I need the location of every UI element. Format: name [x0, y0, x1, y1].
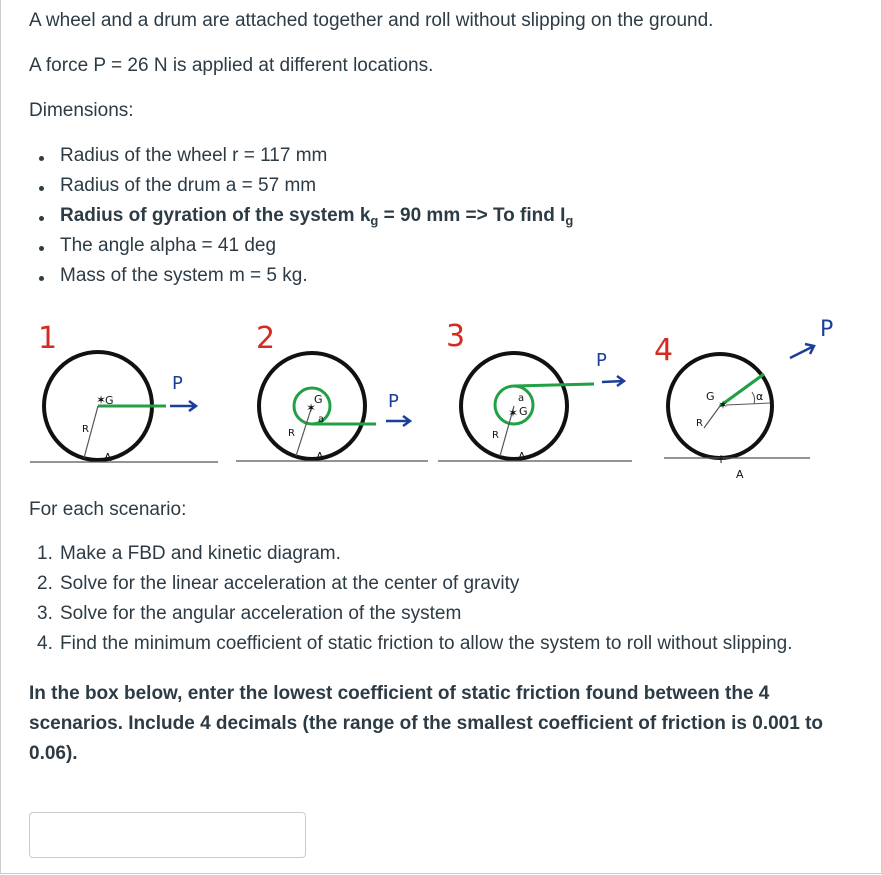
- scenario-2-force-label: P: [388, 391, 399, 412]
- intro-line-2: A force P = 26 N is applied at different locations.: [29, 55, 434, 76]
- dimension-item-gyration: [29, 204, 573, 234]
- step-text: Solve for the angular acceleration of the system: [60, 603, 462, 624]
- scenario-4-force-arrow: [790, 344, 814, 358]
- scenario-4-contact-mark: +: [716, 452, 727, 466]
- scenario-2-diagram: [236, 321, 428, 463]
- scenario-2-force-arrow: [386, 416, 410, 426]
- scenario-3-rope: [514, 384, 594, 386]
- steps-list: [37, 542, 793, 662]
- scenario-1-radius-label: R: [82, 424, 89, 435]
- scenario-3-force-label: P: [596, 350, 607, 371]
- scenarios-figure: [0, 300, 882, 490]
- scenario-2-number: 2: [256, 321, 276, 356]
- scenario-2-contact-label: A: [316, 450, 324, 463]
- step-item: [37, 572, 793, 602]
- step-text: Make a FBD and kinetic diagram.: [60, 543, 341, 564]
- scenario-3-number: 3: [446, 319, 466, 354]
- scenario-2-drum-label: a: [318, 414, 325, 425]
- gyration-text: Radius of gyration of the system k: [60, 205, 371, 226]
- scenario-1-center-label: G: [105, 394, 114, 407]
- scenario-3-center-mark: ✶: [508, 406, 519, 420]
- scenario-3-center-label: G: [519, 405, 528, 418]
- scenario-4-angle-arc: [752, 392, 755, 404]
- scenario-1-diagram: [30, 321, 218, 464]
- gyration-subscript: g: [370, 213, 379, 228]
- scenario-4-center-mark: ✶: [718, 398, 729, 412]
- step-number: 2.: [37, 573, 53, 594]
- scenario-2-center-mark: ✶: [306, 401, 317, 415]
- scenario-4-radius-label: R: [696, 418, 703, 429]
- scenario-4-number: 4: [654, 333, 674, 368]
- scenario-heading: For each scenario:: [29, 499, 187, 520]
- step-text: Solve for the linear acceleration at the center of gravity: [60, 573, 520, 594]
- step-number: 3.: [37, 603, 53, 624]
- inertia-subscript: g: [565, 213, 574, 228]
- answer-input[interactable]: [29, 812, 306, 858]
- step-item: [37, 542, 793, 572]
- scenario-3-radius-label: R: [492, 430, 499, 441]
- scenario-4-center-label: G: [706, 390, 715, 403]
- scenario-2-radius-label: R: [288, 428, 295, 439]
- scenario-3-contact-label: A: [518, 450, 526, 463]
- scenario-4-contact-label: A: [736, 468, 744, 481]
- intro-line-1: A wheel and a drum are attached together and roll without slipping on the ground.: [29, 10, 714, 31]
- step-item: [37, 602, 793, 632]
- scenario-3-force-arrow: [602, 376, 624, 386]
- step-number: 1.: [37, 543, 53, 564]
- scenario-3-drum-label: a: [518, 393, 525, 404]
- dimension-item: Mass of the system m = 5 kg.: [29, 264, 573, 294]
- scenario-1-force-arrow: [170, 401, 196, 411]
- scenario-1-number: 1: [38, 321, 58, 356]
- answer-instruction: In the box below, enter the lowest coefficient of static friction found between the 4 scenarios. Include 4 decimals (the range of the smallest coefficient of friction is 0.001 to 0.06).: [29, 683, 824, 764]
- scenario-4-angle-label: α: [756, 390, 764, 403]
- dimension-item: Radius of the drum a = 57 mm: [29, 174, 573, 204]
- step-item: [37, 632, 793, 662]
- scenario-4-diagram: [654, 317, 833, 481]
- scenario-3-diagram: [438, 319, 632, 463]
- dimension-item: Radius of the wheel r = 117 mm: [29, 144, 573, 174]
- gyration-text-2: = 90 mm => To find I: [378, 205, 566, 226]
- scenario-4-reference-line: [726, 403, 770, 405]
- step-text: Find the minimum coefficient of static friction to allow the system to roll without slipping.: [60, 633, 793, 654]
- dimensions-list: [29, 144, 573, 294]
- scenario-1-contact-label: A: [104, 451, 112, 464]
- dimension-item: The angle alpha = 41 deg: [29, 234, 573, 264]
- scenario-1-center-mark: ✶: [96, 393, 107, 407]
- scenario-1-force-label: P: [172, 373, 183, 394]
- step-number: 4.: [37, 633, 53, 654]
- scenario-4-force-label: P: [820, 317, 834, 342]
- scenario-2-center-label: G: [314, 393, 323, 406]
- dimensions-heading: Dimensions:: [29, 100, 134, 121]
